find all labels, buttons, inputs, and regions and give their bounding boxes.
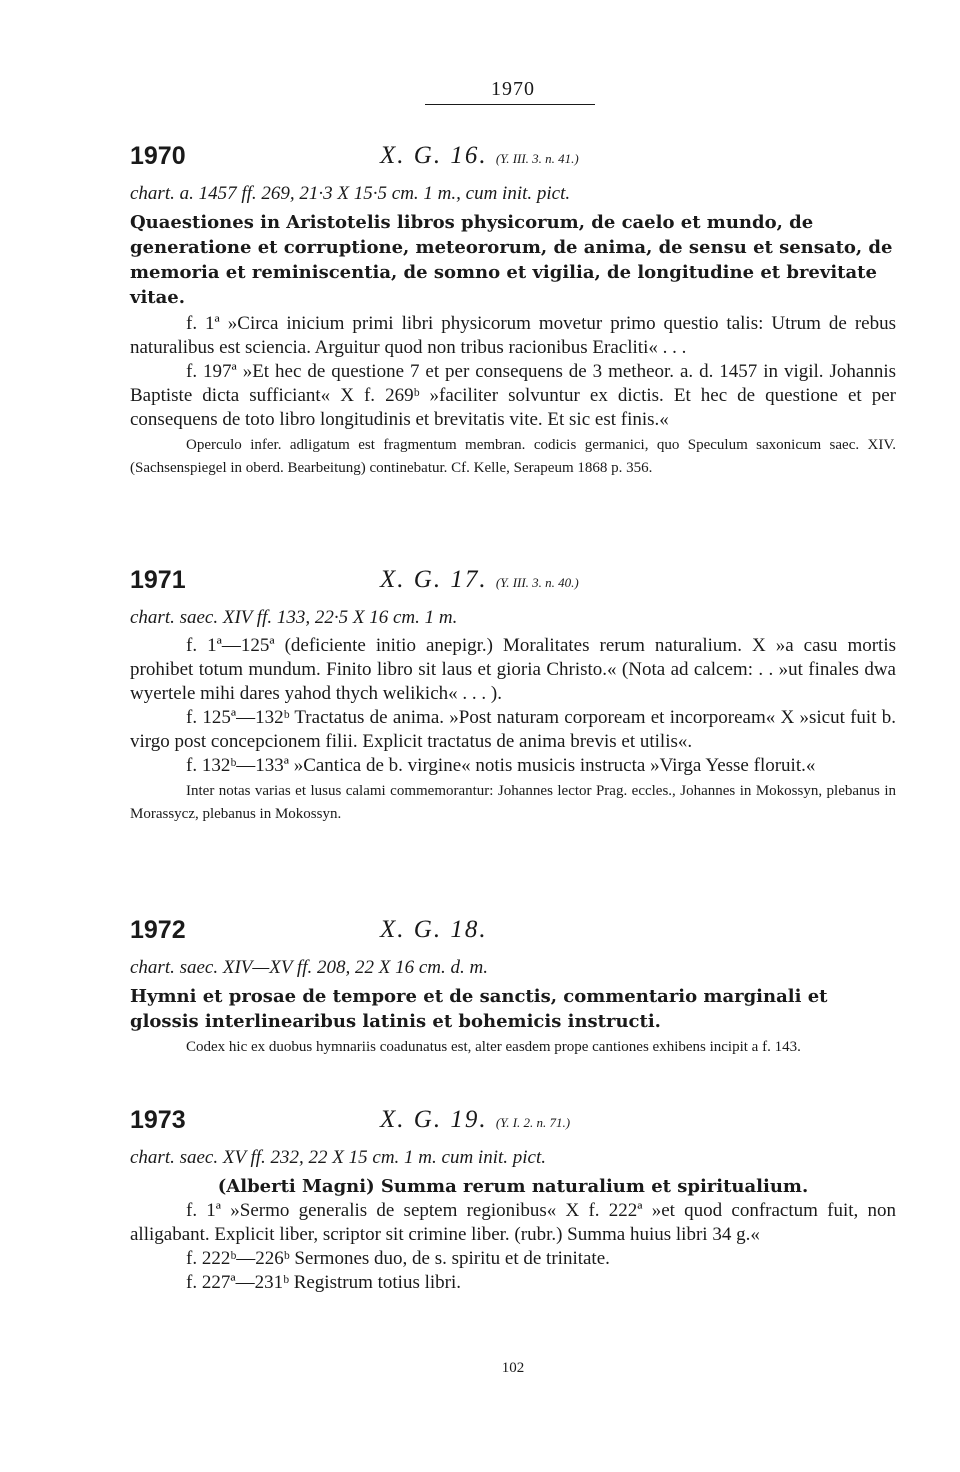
work-title: Quaestiones in Aristotelis libros physicorum, de caelo et mundo, de generatione et corruptione, meteororum, de anima, de sensu et sensato, de memoria et reminiscentia, de somno et vigilia, de longitudine et brevitate vitae. [130,212,893,308]
entry-heading [130,1106,896,1146]
content-paragraph: f. 227ª—231ᵇ Registrum totius libri. [186,1272,462,1293]
entry-number: 1971 [130,566,186,594]
shelfmark-old: (Y. III. 3. n. 41.) [495,151,579,166]
entry-number: 1970 [130,142,186,170]
work-title: (Alberti Magni) Summa rerum naturalium et spiritualium. [217,1176,809,1197]
entry-number: 1973 [130,1106,186,1134]
shelfmark [380,916,488,944]
physical-description: chart. a. 1457 ff. 269, 21·3 X 15·5 cm. 1 m., cum init. pict. [130,183,571,204]
entry-1971 [130,566,896,826]
entry-1972 [130,916,896,1059]
shelfmark-current: X. G. 18. [380,916,488,943]
running-head-rule [425,104,595,105]
entry-number: 1972 [130,916,186,944]
physical-description: chart. saec. XIV—XV ff. 208, 22 X 16 cm. d. m. [130,957,488,978]
running-head: 1970 [491,78,535,100]
content-paragraph: f. 132ᵇ—133ª »Cantica de b. virgine« notis musicis instructa »Virga Yesse floruit.« [186,755,816,776]
work-title: Hymni et prosae de tempore et de sanctis, commentario marginali et glossis interlinearibus latinis et bohemicis instructi. [130,986,828,1032]
physical-description: chart. saec. XV ff. 232, 22 X 15 cm. 1 m. cum init. pict. [130,1147,547,1168]
shelfmark-old: (Y. III. 3. n. 40.) [495,575,579,590]
explicit-paragraph: f. 197ª »Et hec de questione 7 et per consequens de 3 metheor. a. d. 1457 in vigil. Johannis Baptiste dicta sufficiant« X f. 269ᵇ »faciliter solvuntur ex dictis. Et hec de questione et per consequens de toto libro longitudinis et brevitatis vite. Et sic est finis.« [130,361,896,430]
incipit-paragraph: f. 1ª »Circa inicium primi libri physicorum movetur primo questio talis: Utrum de rebus naturalibus est sciencia. Arguitur quod non tribus racionibus Eracliti« . . . [130,313,896,358]
shelfmark-current: X. G. 16. [380,142,488,169]
note: Operculo infer. adligatum est fragmentum membran. codicis germanici, quo Speculum saxonicum saec. XIV. (Sachsenspiegel in oberd. Bearbeitung) continebatur. Cf. Kelle, Serapeum 1868 p. 356. [130,437,896,476]
shelfmark [380,1106,570,1134]
shelfmark-old: (Y. I. 2. n. 71.) [495,1115,571,1130]
note: Inter notas varias et lusus calami commemorantur: Johannes lector Prag. eccles., Johannes in Mokossyn, plebanus in Morassycz, plebanus in Mokossyn. [130,783,896,822]
entry-heading [130,142,896,182]
note: Codex hic ex duobus hymnariis coadunatus est, alter easdem prope cantiones exhibens incipit a f. 143. [186,1039,801,1055]
shelfmark-current: X. G. 17. [380,566,488,593]
content-paragraph: f. 1ª—125ª (deficiente initio anepigr.) Moralitates rerum naturalium. X »a casu mortis prohibet totum mundum. Finito libro sit laus et gioria Christo.« (Nota ad calcem: . . »ut finales dwa wyertele mihi dares yahod thych welikich« . . . ). [130,635,896,704]
shelfmark [380,566,579,594]
entry-heading [130,916,896,956]
page-number: 102 [501,1360,525,1376]
shelfmark [380,142,579,170]
catalogue-page [130,0,896,1472]
entry-heading [130,566,896,606]
content-paragraph: f. 125ª—132ᵇ Tractatus de anima. »Post naturam corpoream et incorpoream« X »sicut fuit b. virgo post concepcionem filii. Explicit tractatus de anima brevis et utilis«. [130,707,896,752]
entry-1973 [130,1106,896,1295]
content-paragraph: f. 222ᵇ—226ᵇ Sermones duo, de s. spiritu et de trinitate. [186,1248,610,1269]
entry-1970 [130,142,896,480]
shelfmark-current: X. G. 19. [380,1106,488,1133]
physical-description: chart. saec. XIV ff. 133, 22·5 X 16 cm. 1 m. [130,607,458,628]
content-paragraph: f. 1ª »Sermo generalis de septem regionibus« X f. 222ª »et quod confractum fuit, non alligabant. Explicit liber, scriptor sit crimine liber. (rubr.) Summa huius libri 34 g.« [130,1200,896,1245]
